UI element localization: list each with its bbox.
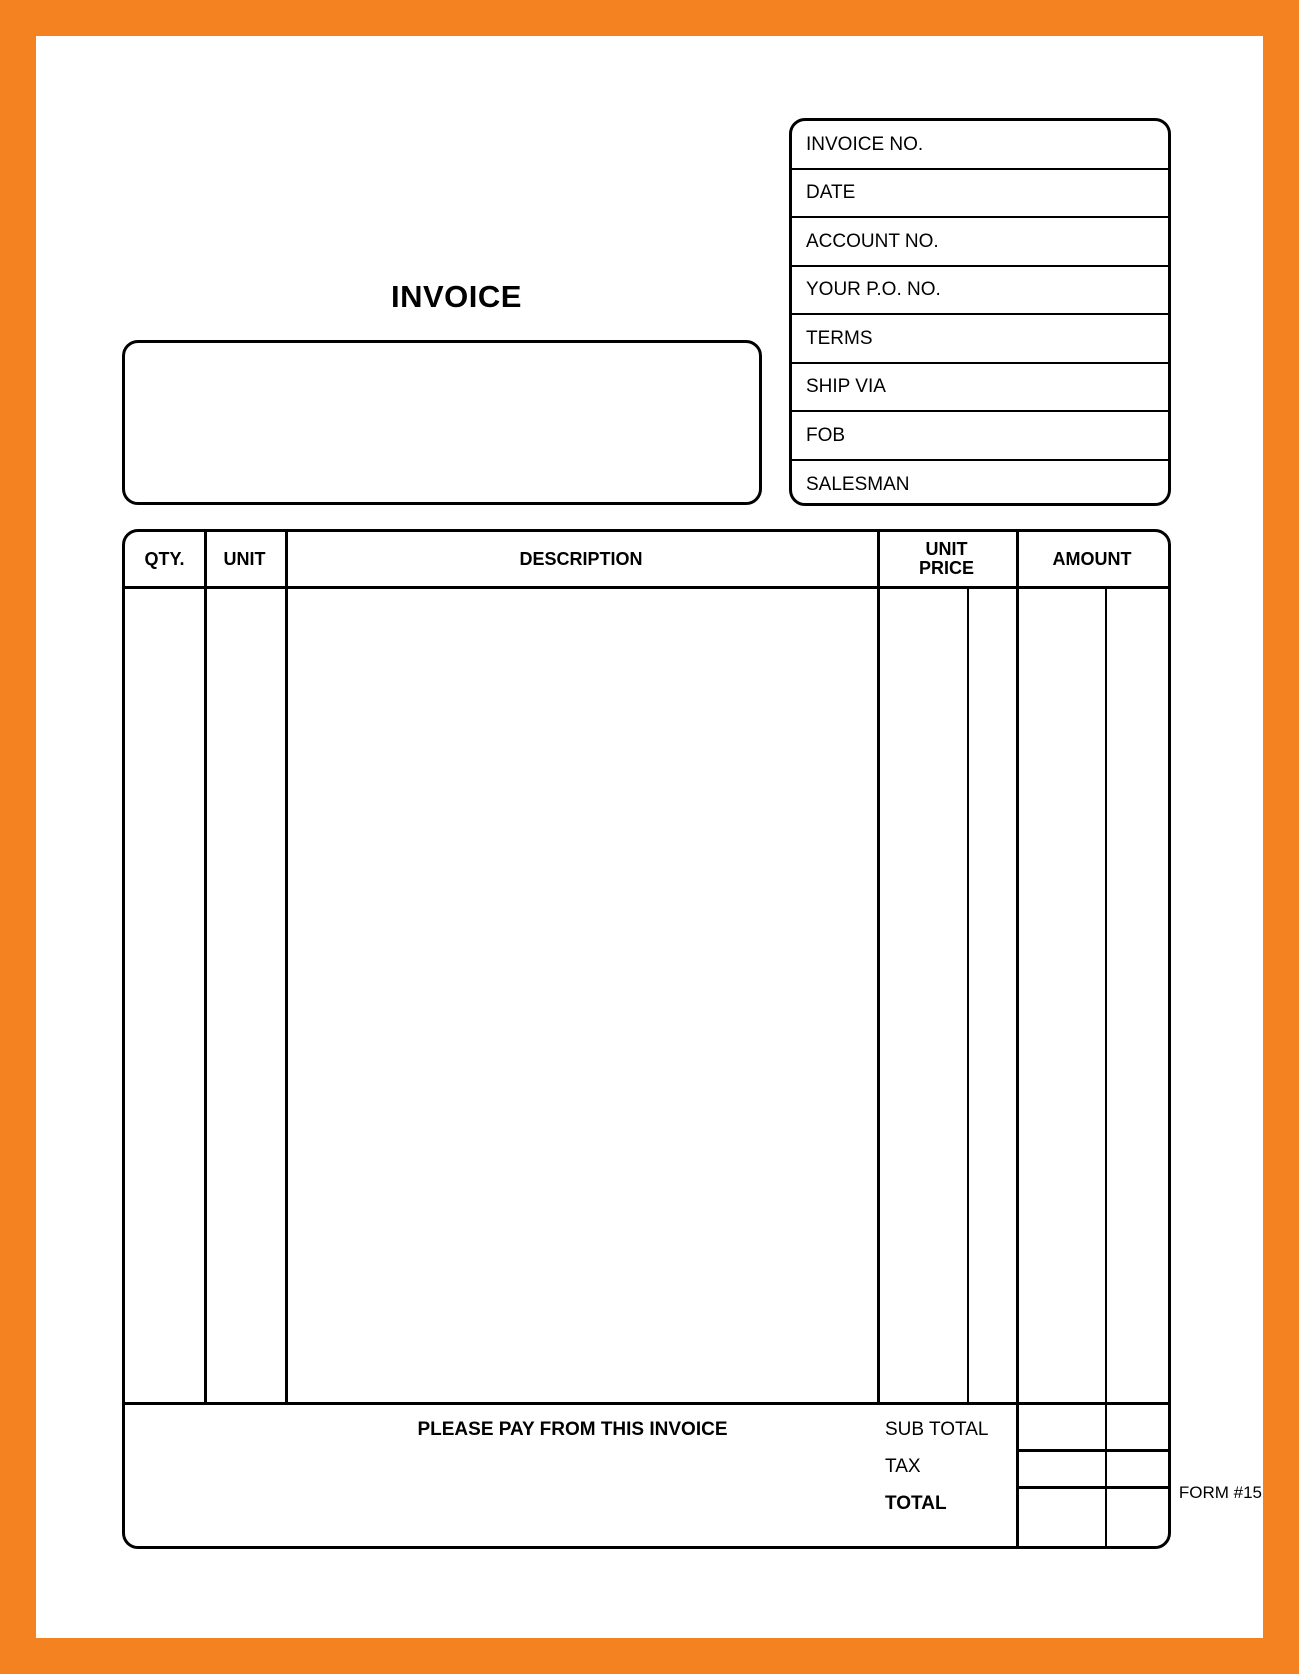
header-rule-2 [285,532,288,586]
sub-total-label: SUB TOTAL [885,1419,989,1440]
line-items-footer [125,1402,1168,1546]
column-header-amount: AMOUNT [1052,548,1132,569]
page-border-top [0,0,1299,36]
page-border-left [0,0,36,1674]
meta-label-po-no: YOUR P.O. NO. [806,279,941,301]
body-rule-unit-price-cents [967,589,969,1402]
line-items-header [125,532,1168,589]
meta-label-invoice-no: INVOICE NO. [806,133,924,155]
footer-rule-h2 [1016,1486,1168,1489]
pay-from-invoice-note: PLEASE PAY FROM THIS INVOICE [417,1419,728,1440]
meta-row-ship-via[interactable] [792,364,1168,413]
meta-row-salesman[interactable] [792,461,1168,507]
footer-rule-h1 [1016,1449,1168,1452]
column-header-unit-price-line1: UNIT [925,539,968,560]
page-border-bottom [0,1638,1299,1674]
meta-label-date: DATE [806,182,856,204]
meta-row-invoice-no[interactable] [792,121,1168,170]
column-header-unit-price [877,532,1016,586]
meta-row-terms[interactable] [792,315,1168,364]
page-title: INVOICE [391,279,522,314]
footer-rule-amount-cents [1105,1405,1107,1546]
body-rule-amount-cents [1105,589,1107,1402]
bill-to-box[interactable] [122,340,762,505]
footer-rule-amount [1016,1405,1019,1546]
meta-label-terms: TERMS [806,327,873,349]
meta-row-account-no[interactable] [792,218,1168,267]
meta-label-fob: FOB [806,424,846,446]
meta-label-account-no: ACCOUNT NO. [806,230,939,252]
meta-label-salesman: SALESMAN [806,474,910,496]
body-rule-qty [204,589,207,1402]
header-rule-3 [877,532,880,586]
body-rule-amount [1016,589,1019,1402]
meta-row-date[interactable] [792,170,1168,219]
invoice-meta-box [789,118,1171,506]
body-rule-description [877,589,880,1402]
tax-label: TAX [885,1456,921,1477]
meta-row-fob[interactable] [792,412,1168,461]
header-rule-1 [204,532,207,586]
column-header-qty: QTY. [144,548,185,569]
line-items-table [122,529,1171,1549]
meta-label-ship-via: SHIP VIA [806,376,886,398]
header-rule-4 [1016,532,1019,586]
column-header-unit: UNIT [223,548,266,569]
page-border-right [1263,0,1299,1674]
invoice-sheet [36,36,1263,1638]
line-items-body[interactable] [125,589,1168,1402]
column-header-description: DESCRIPTION [519,548,643,569]
form-number: FORM #15 [1178,1483,1262,1502]
total-label: TOTAL [885,1493,947,1514]
meta-row-po-no[interactable] [792,267,1168,316]
column-header-unit-price-line2: PRICE [918,558,974,578]
body-rule-unit [285,589,288,1402]
